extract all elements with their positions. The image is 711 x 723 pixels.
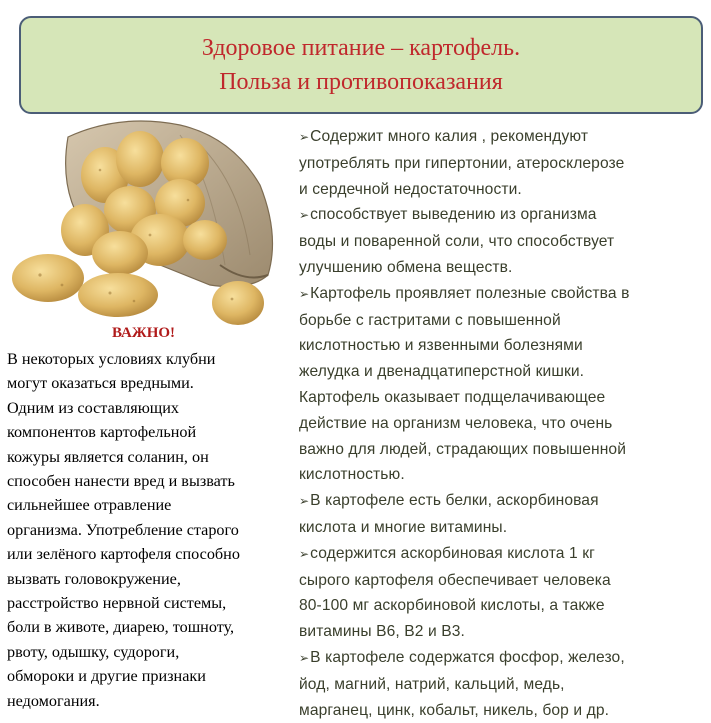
warning-line: расстройство нервной системы, — [7, 594, 227, 613]
benefit-text: марганец, цинк, кобальт, никель, бор и др. — [299, 701, 610, 719]
benefit-text: желудка и двенадцатиперстной кишки. — [299, 363, 585, 381]
warning-line: сильнейшее отравление — [7, 496, 172, 515]
benefit-item-start — [299, 645, 707, 672]
benefit-text: кислотностью. — [299, 466, 405, 484]
benefit-text: важно для людей, страдающих повышенной — [299, 440, 627, 458]
benefit-item-start — [299, 281, 707, 308]
benefit-line — [299, 385, 707, 411]
benefit-text: употреблять при гипертонии, атеросклерозе — [299, 154, 625, 172]
benefit-line — [299, 568, 707, 594]
benefit-text: действие на организм человека, что очень — [299, 414, 613, 432]
benefit-text: В картофеле есть белки, аскорбиновая — [310, 492, 599, 510]
benefit-item-start — [299, 124, 707, 151]
benefit-text: 80-100 мг аскорбиновой кислоты, а также — [299, 597, 605, 615]
benefit-text: Картофель оказывает подщелачивающее — [299, 388, 606, 406]
benefit-line — [299, 462, 707, 488]
benefit-text: кислотностью и язвенными болезнями — [299, 337, 583, 355]
benefit-line — [299, 437, 707, 463]
benefit-line — [299, 255, 707, 281]
benefit-line — [299, 308, 707, 334]
warning-line: рвоту, одышку, судороги, — [7, 642, 180, 661]
warning-line: могут оказаться вредными. — [7, 374, 194, 393]
title-banner — [19, 16, 703, 114]
benefit-item-start — [299, 488, 707, 515]
benefit-text: содержится аскорбиновая кислота 1 кг — [310, 544, 595, 562]
warning-line: компонентов картофельной — [7, 423, 197, 442]
benefit-text: Содержит много калия , рекомендуют — [310, 128, 589, 145]
benefit-line — [299, 672, 707, 698]
potato — [12, 254, 84, 302]
warning-line: боли в животе, диарею, тошноту, — [7, 618, 235, 637]
potato — [183, 220, 227, 260]
arrow-bullet-icon: ➢ — [299, 130, 310, 144]
warning-line: Одним из составляющих — [7, 398, 180, 417]
benefit-line — [299, 619, 707, 645]
warning-line: В некоторых условиях клубни — [7, 350, 216, 368]
potato — [212, 281, 264, 325]
benefit-line — [299, 151, 707, 177]
potato — [78, 273, 158, 317]
benefit-line — [299, 177, 707, 203]
benefit-item-start — [299, 202, 707, 229]
benefit-line — [299, 515, 707, 541]
arrow-bullet-icon: ➢ — [299, 650, 310, 665]
warning-line: кожуры является соланин, он — [7, 447, 209, 466]
warning-line: вызвать головокружение, — [7, 569, 181, 588]
benefit-text: способствует выведению из организма — [310, 206, 597, 224]
benefit-line — [299, 593, 707, 619]
benefit-line — [299, 411, 707, 437]
potato-sack-illustration — [10, 115, 288, 330]
benefit-line — [299, 333, 707, 359]
warning-line: организма. Употребление старого — [7, 520, 239, 539]
arrow-bullet-icon: ➢ — [299, 286, 310, 301]
benefit-text: Картофель проявляет полезные свойства в — [310, 284, 630, 302]
potato — [92, 231, 148, 275]
benefit-text: воды и поваренной соли, что способствует — [299, 233, 615, 251]
benefit-text: йод, магний, натрий, кальций, медь, — [299, 675, 565, 693]
benefit-text: улучшению обмена веществ. — [299, 258, 513, 276]
warning-text — [7, 347, 297, 713]
arrow-bullet-icon: ➢ — [299, 494, 310, 509]
benefit-text: борьбе с гастритами с повышенной — [299, 311, 561, 329]
benefit-line — [299, 359, 707, 385]
potato — [116, 131, 164, 187]
benefit-text: В картофеле содержатся фосфор, железо, — [310, 648, 625, 666]
benefit-text: сырого картофеля обеспечивает человека — [299, 571, 611, 589]
benefit-line — [299, 698, 707, 723]
benefit-text: и сердечной недостаточности. — [299, 180, 522, 198]
title-line-2: Польза и противопоказания — [219, 69, 503, 95]
benefit-text: витамины В6, В2 и В3. — [299, 623, 465, 641]
title-line-1: Здоровое питание – картофель. — [201, 35, 521, 61]
warning-line: обмороки и другие признаки — [7, 667, 206, 686]
benefits-list — [299, 124, 707, 723]
arrow-bullet-icon: ➢ — [299, 546, 310, 561]
benefit-text: кислота и многие витамины. — [299, 518, 508, 536]
warning-line: недомогания. — [7, 691, 100, 710]
arrow-bullet-icon: ➢ — [299, 208, 310, 223]
warning-line: или зелёного картофеля способно — [7, 545, 240, 564]
warning-line: способен нанести вред и вызвать — [7, 472, 235, 491]
benefit-line — [299, 229, 707, 255]
warning-heading: ВАЖНО! — [112, 325, 176, 341]
benefit-item-start — [299, 541, 707, 568]
